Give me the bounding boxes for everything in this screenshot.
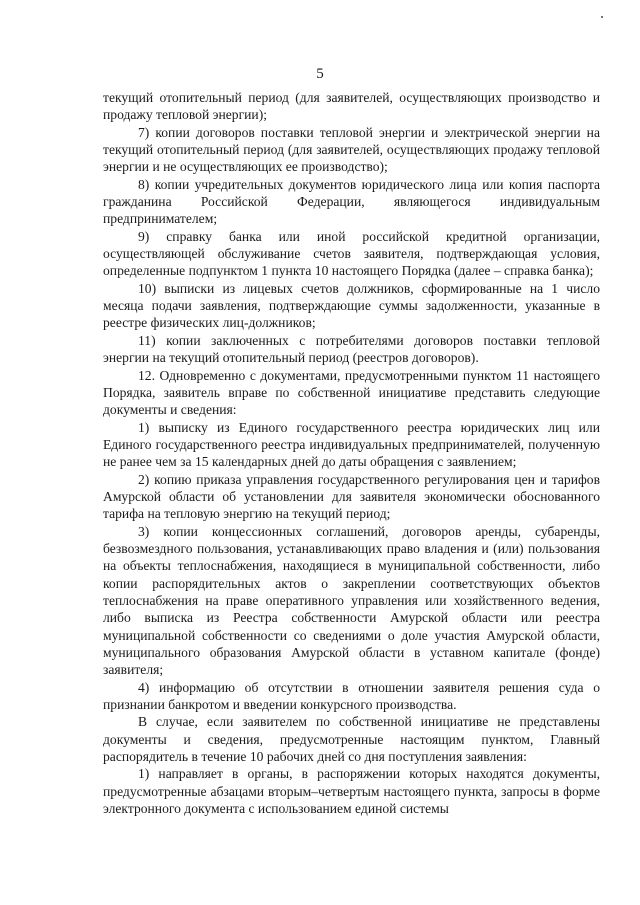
document-body (103, 89, 600, 817)
paragraph-subitem-3: 3) копии концессионных соглашений, договоров аренды, субаренды, безвозмездного пользования, устанавливающих право владения и (или) пользования на объекты теплоснабжения, находящиеся в муниципальной собственности, либо копии распорядительных актов о закреплении соответствующих объектов теплоснабжения на праве оперативного управления или хозяйственного ведения, либо выписка из Реестра собственности Амурской области или реестра муниципальной собственности со сведениями о доле участия Амурской области, муниципального образования Амурской области в уставном капитале (фонде) заявителя; (103, 523, 600, 678)
scan-speck (601, 16, 603, 18)
paragraph-item-8: 8) копии учредительных документов юридического лица или копия паспорта гражданина Российской Федерации, являющегося индивидуальным предпринимателем; (103, 176, 600, 227)
paragraph-subitem-2: 2) копию приказа управления государственного регулирования цен и тарифов Амурской области об установлении для заявителя экономически обоснованного тарифа на тепловую энергию на текущий период; (103, 471, 600, 522)
paragraph-item-9: 9) справку банка или иной российской кредитной организации, осуществляющей обслуживание счетов заявителя, подтверждающая условия, определенные подпунктом 1 пункта 10 настоящего Порядка (далее – справка банка); (103, 228, 600, 279)
paragraph-subitem-1: 1) выписку из Единого государственного реестра юридических лиц или Единого государственного реестра индивидуальных предпринимателей, полученную не ранее чем за 15 календарных дней до даты обращения с заявлением; (103, 419, 600, 470)
paragraph-subitem-4: 4) информацию об отсутствии в отношении заявителя решения суда о признании банкротом и введении конкурсного производства. (103, 679, 600, 713)
paragraph-clause-12: 12. Одновременно с документами, предусмотренными пунктом 11 настоящего Порядка, заявитель вправе по собственной инициативе представить следующие документы и сведения: (103, 367, 600, 418)
paragraph-item-7: 7) копии договоров поставки тепловой энергии и электрической энергии на текущий отопительный период (для заявителей, осуществляющих продажу тепловой энергии и не осуществляющих ее производство); (103, 124, 600, 175)
paragraph-action-1: 1) направляет в органы, в распоряжении которых находятся документы, предусмотренные абзацами вторым–четвертым настоящего пункта, запросы в форме электронного документа с использованием единой системы (103, 766, 600, 817)
page-number: 5 (316, 66, 324, 82)
paragraph-case-note: В случае, если заявителем по собственной инициативе не представлены документы и сведения, предусмотренные настоящим пунктом, Главный распорядитель в течение 10 рабочих дней со дня поступления заявления: (103, 714, 600, 765)
paragraph-item-10: 10) выписки из лицевых счетов должников, сформированные на 1 число месяца подачи заявления, подтверждающие суммы задолженности, указанные в реестре физических лиц-должников; (103, 280, 600, 331)
paragraph-continuation: текущий отопительный период (для заявителей, осуществляющих производство и продажу тепловой энергии); (103, 90, 600, 123)
paragraph-item-11: 11) копии заключенных с потребителями договоров поставки тепловой энергии на текущий отопительный период (реестров договоров). (103, 332, 600, 366)
